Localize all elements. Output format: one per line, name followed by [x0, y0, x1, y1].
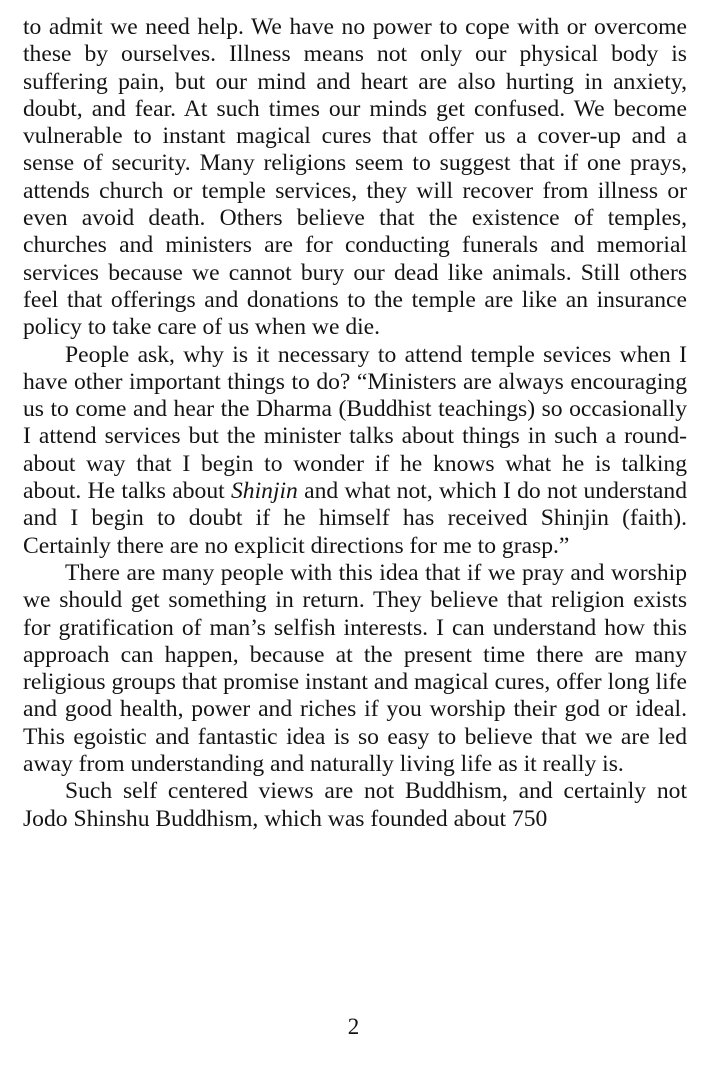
page-body — [23, 14, 687, 833]
paragraph-1 — [23, 14, 687, 342]
paragraph-2-text-a: People ask, why is it necessary to attend temple sevices when I have other important things to do? “Ministers are always encouraging us to come and hear the Dharma (Buddhist teachings) so occasionally I attend services but the minister talks about things in such a round-about way that I begin to wonder if he knows what he is talking about. He talks about — [23, 341, 687, 505]
paragraph-3 — [23, 560, 687, 778]
paragraph-2 — [23, 342, 687, 560]
shinjin-italic: Shinjin — [231, 478, 298, 505]
paragraph-3-text: There are many people with this idea that if we pray and worship we should get something in return. They believe that religion exists for gratification of man’s selfish interests. I can understand how this approach can happen, because at the present time there are many religious groups that promise instant and magical cures, offer long life and good health, power and riches if you worship their god or ideal. This egoistic and fantastic idea is so easy to believe that we are led away from understanding and naturally living life as it really is. — [23, 559, 687, 778]
paragraph-2-text-b: and what not, which I do not understand and I begin to doubt if he himself has received Shinjin (faith). Certainly there are no explicit directions for me to grasp.” — [23, 478, 687, 559]
paragraph-4 — [23, 778, 687, 833]
paragraph-1-text: to admit we need help. We have no power to cope with or overcome these by ourselves. Illness means not only our physical body is suffering pain, but our mind and heart are also hurting in anxiety, doubt, and fear. At such times our minds get confused. We become vulnerable to instant magical cures that offer us a cover-up and a sense of security. Many religions seem to suggest that if one prays, attends church or temple services, they will recover from illness or even avoid death. Others believe that the existence of temples, churches and ministers are for conducting funerals and memorial services because we cannot bury our dead like animals. Still others feel that offerings and donations to the temple are like an insurance policy to take care of us when we die. — [23, 14, 687, 341]
page-number: 2 — [347, 1014, 360, 1039]
paragraph-4-text: Such self centered views are not Buddhism, and certainly not Jodo Shinshu Buddhism, which was founded about 750 — [23, 778, 687, 832]
